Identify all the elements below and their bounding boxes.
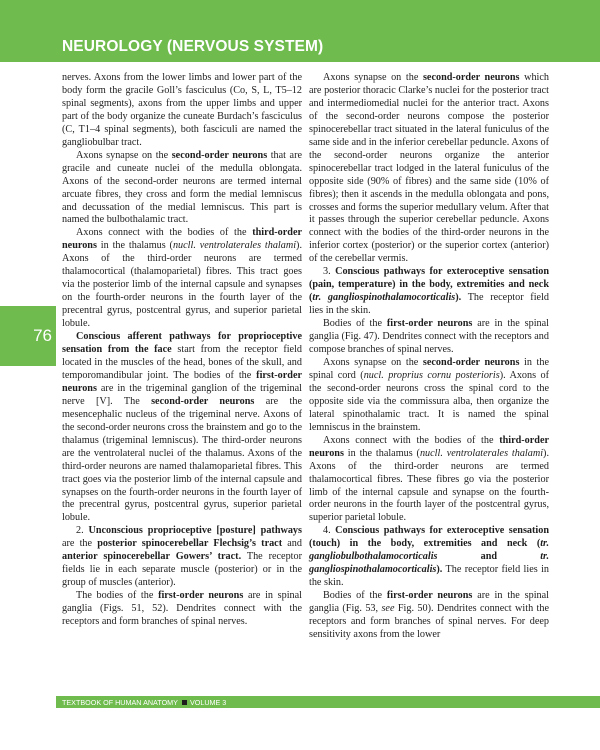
footer-volume: VOLUME 3 [189,698,227,707]
right-paragraph-6: 4. Conscious pathways for exteroceptive sensation (touch) in the body, extremities and neck (tr. gangliobulbothalamocorticalis and tr. gangliospinothalamocorticalis). The receptor field lies in the skin. [309,525,549,589]
right-paragraph-1: Axons synapse on the second-order neurons which are posterior thoracic Clarke’s nuclei for the posterior tract and intermediomedial nuclei for the anterior tract. Axons of the second-order neurons compose the posterior spinocerebellar tract situated in the lateral funiculus of the same side and in the inferior cerebellar peduncle. Axons of the second-order neurons organize the anterior spinocerebellar tract lodged in the lateral funiculus of the opposite side (90% of fibres) and the same side (10% of fibres); then it ascends in the medulla oblongata and pons, crosses and forms the superior medullary velum. After that it passes through the superior cerebellar peduncle. Axons connect with the bodies of the third-order neurons in the inferior cortex (posterior) or the superior cortex (anterior) of the cerebellar vermis. [309,72,549,265]
right-column [309,72,549,642]
left-paragraph-1: nerves. Axons from the lower limbs and lower part of the body form the gracile Goll’s fasciculus (Co, S, L, T5–12 spinal segments), axons from the upper limbs and upper part of the body organize the cuneate Burdach’s fasciculus (C, T1–4 spinal segments), both fasciculi are named the gangliobulbar tract. [62,72,302,148]
square-bullet-icon [182,700,187,705]
right-paragraph-4: Axons synapse on the second-order neurons in the spinal cord (nucl. proprius cornu posterioris). Axons of the second-order neurons cross the spinal cord to the opposite side via the commissura alba, then organize the lateral spinothalamic tract. It is named the spinal lemniscus in the brainstem. [309,356,550,433]
chapter-title: NEUROLOGY (NERVOUS SYSTEM) [62,38,324,55]
right-paragraph-7: Bodies of the first-order neurons are in the spinal ganglia (Fig. 53, see Fig. 50). Dendrites connect with the receptors and form branches of spinal nerves. For deep sensitivity axons from the lower [309,590,550,640]
left-paragraph-4: Conscious afferent pathways for proprioceptive sensation from the face start from the receptor field located in the muscles of the head, bones of the skull, and temporomandibular joint. The bodies of the first-order neurons are in the trigeminal ganglion of the trigeminal nerve [V]. The second-order neurons are the mesencephalic nucleus of the trigeminal nerve. Axons of the second-order neurons cross the brainstem and go to the thalamus (trigeminal lemniscus). The third-order neurons are the ventrolateral nuclei of the thalamus. Axons of the third-order neurons are named thalamoparietal fibres. This tract goes via the posterior limb of the internal capsule and synapses on the fourth-order neurons in the fourth layer of the precentral gyrus, postcentral gyrus, superior parietal lobule. [62,331,302,524]
chapter-header [0,0,600,62]
right-paragraph-2: 3. Conscious pathways for exteroceptive sensation (pain, temperature) in the body, extremities and neck (tr. gangliospinothalamocorticalis). The receptor field lies in the skin. [309,266,549,317]
left-paragraph-5: 2. Unconscious proprioceptive [posture] pathways are the posterior spinocerebellar Flechsig’s tract and anterior spinocerebellar Gowers’ tract. The receptor fields lie in each separate muscle (posterior) or in the group of muscles (anterior). [62,525,302,589]
left-column [62,72,302,629]
page-number-tab [0,306,56,366]
running-footer [62,698,226,708]
page-number: 76 [33,326,52,345]
right-paragraph-5: Axons connect with the bodies of the third-order neurons in the thalamus (nucll. ventrolaterales thalami). Axons of the third-order neurons are termed thalamocortical fibres. These fibres go via the posterior limb of the internal capsule and synapse on the fourth-order neurons in the fourth layer of the postcentral gyrus, superior parietal lobule. [309,434,549,524]
footer-book-title: TEXTBOOK OF HUMAN ANATOMY [62,698,178,707]
right-paragraph-3: Bodies of the first-order neurons are in the spinal ganglia (Fig. 47). Dendrites connect with the receptors and compose branches of spinal nerves. [309,318,549,356]
left-paragraph-3: Axons connect with the bodies of the third-order neurons in the thalamus (nucll. ventrolaterales thalami). Axons of the third-order neurons are termed thalamocortical (thalamoparietal) fibres. This tract goes via the posterior limb of the internal capsule and synapses on the fourth-order neurons in the fourth layer of the precentral gyrus, postcentral gyrus, and superior parietal lobule. [62,227,302,330]
left-paragraph-6: The bodies of the first-order neurons are in spinal ganglia (Figs. 51, 52). Dendrites connect with the receptors and form branches of spinal nerves. [62,590,303,628]
left-paragraph-2: Axons synapse on the second-order neurons that are gracile and cuneate nuclei of the medulla oblongata. Axons of the second-order neurons are termed internal arcuate fibres, they cross and form the medial lemniscus and decussation of the medial lemniscus. This part is named the bulbothalamic tract. [62,149,302,226]
